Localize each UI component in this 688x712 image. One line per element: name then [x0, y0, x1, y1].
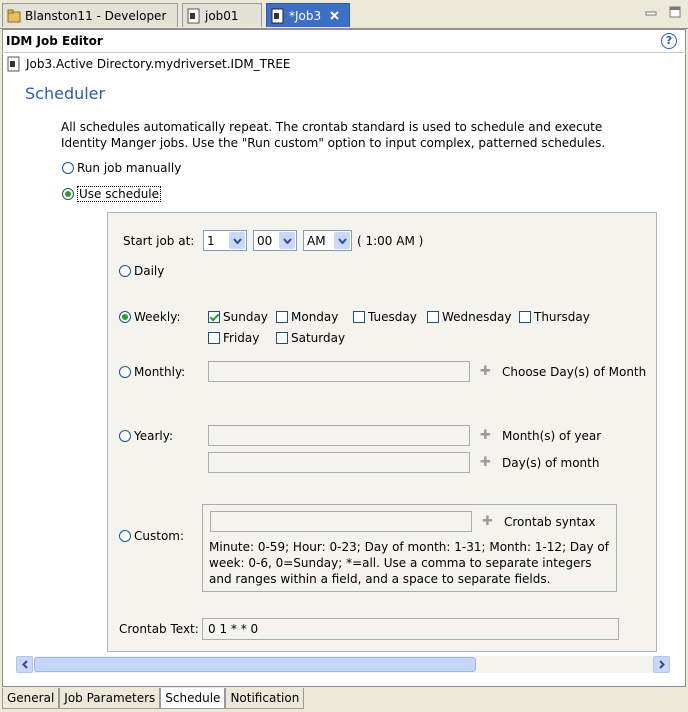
time-display: ( 1:00 AM ) — [357, 234, 424, 248]
yearly-radio[interactable] — [119, 430, 131, 442]
weekly-radio[interactable] — [119, 311, 131, 323]
day-checkbox-monday[interactable] — [276, 310, 338, 324]
monday-checkbox[interactable] — [276, 311, 288, 323]
day-label: Friday — [223, 331, 260, 345]
day-checkbox-thursday[interactable] — [519, 310, 590, 324]
monthly-radio[interactable] — [119, 366, 131, 378]
day-label: Monday — [291, 310, 339, 324]
day-checkbox-sunday[interactable] — [208, 310, 268, 324]
day-label: Sunday — [223, 310, 268, 324]
tab-label: job01 — [205, 8, 239, 23]
editor-page-tabs — [2, 688, 304, 709]
tab-job3[interactable] — [266, 3, 350, 27]
add-icon[interactable]: ✚ — [480, 428, 491, 443]
daily-option[interactable] — [119, 264, 164, 278]
run-job-manually-option[interactable] — [62, 161, 181, 175]
custom-radio[interactable] — [119, 530, 131, 542]
sunday-checkbox[interactable] — [208, 311, 220, 323]
editor-title: IDM Job Editor — [6, 34, 103, 48]
job-document-icon — [7, 56, 21, 72]
daily-label: Daily — [134, 264, 165, 278]
thursday-checkbox[interactable] — [519, 311, 531, 323]
choose-days-of-month-label: Choose Day(s) of Month — [502, 365, 647, 379]
day-checkbox-tuesday[interactable] — [353, 310, 417, 324]
yearly-days-field[interactable] — [208, 452, 470, 473]
daily-radio[interactable] — [119, 265, 131, 277]
day-label: Tuesday — [368, 310, 417, 324]
minute-select[interactable] — [253, 230, 297, 251]
chevron-right-icon — [659, 660, 665, 669]
crontab-syntax-label: Crontab syntax — [504, 515, 596, 529]
tab-notification[interactable]: Notification — [225, 688, 304, 709]
chevron-down-icon[interactable] — [229, 232, 245, 249]
minimize-icon[interactable] — [644, 5, 658, 19]
weekly-option[interactable] — [119, 310, 180, 324]
monthly-label: Monthly: — [134, 365, 186, 379]
start-job-label: Start job at: — [123, 234, 195, 248]
run-job-manually-radio[interactable] — [62, 162, 74, 174]
saturday-checkbox[interactable] — [276, 332, 288, 344]
monthly-days-field[interactable] — [208, 361, 470, 382]
crontab-text-field: 0 1 * * 0 — [202, 618, 619, 640]
custom-option[interactable] — [119, 529, 184, 543]
chevron-down-icon[interactable] — [334, 232, 350, 249]
hour-select[interactable] — [203, 230, 247, 251]
tab-job01[interactable] — [182, 3, 262, 27]
maximize-icon[interactable] — [668, 5, 682, 19]
window-controls — [644, 5, 682, 19]
add-icon[interactable]: ✚ — [480, 455, 491, 470]
use-schedule-radio[interactable] — [62, 188, 74, 200]
monthly-option[interactable] — [119, 365, 185, 379]
scheduler-description: All schedules automatically repeat. The crontab standard is used to schedule and execute Identity Manger jobs. Use the "Run custom" option to input complex, patterned schedules. — [61, 120, 606, 150]
help-icon[interactable]: ? — [661, 33, 677, 49]
scroll-right-button[interactable] — [653, 656, 670, 673]
day-label: Saturday — [291, 331, 346, 345]
scroll-left-button[interactable] — [16, 656, 33, 673]
tab-schedule[interactable]: Schedule — [160, 688, 225, 709]
day-checkbox-friday[interactable] — [208, 331, 259, 345]
use-schedule-option[interactable] — [62, 186, 161, 202]
job-document-icon — [271, 8, 285, 24]
yearly-label: Yearly: — [134, 429, 174, 443]
ampm-value: AM — [307, 233, 326, 248]
use-schedule-label: Use schedule — [79, 187, 160, 201]
job-path — [7, 56, 291, 72]
day-checkbox-wednesday[interactable] — [427, 310, 511, 324]
custom-label: Custom: — [134, 529, 185, 543]
custom-crontab-field[interactable] — [210, 511, 472, 532]
crontab-help-text: Minute: 0-59; Hour: 0-23; Day of month: 1-31; Month: 1-12; Day of week: 0-6, 0=Sunday; *=all. Use a comma to separate integers and ranges within a field, and a space to separate fields. — [209, 540, 610, 586]
tab-general[interactable]: General — [2, 688, 59, 709]
tab-blanston11-developer[interactable] — [2, 3, 178, 27]
day-label: Wednesday — [442, 310, 512, 324]
months-of-year-label: Month(s) of year — [502, 429, 602, 443]
section-title: Scheduler — [25, 84, 106, 103]
ampm-select[interactable] — [303, 230, 352, 251]
minute-value: 00 — [257, 233, 273, 248]
title-divider — [2, 52, 686, 53]
day-checkbox-saturday[interactable] — [276, 331, 345, 345]
tab-label: *Job3 — [289, 8, 322, 23]
chevron-down-icon[interactable] — [279, 232, 295, 249]
job-document-icon — [187, 8, 201, 24]
yearly-months-field[interactable] — [208, 425, 470, 446]
folder-icon — [7, 8, 21, 24]
add-icon[interactable]: ✚ — [482, 514, 493, 529]
scrollbar-thumb[interactable] — [34, 657, 476, 672]
close-icon[interactable] — [329, 10, 340, 21]
yearly-option[interactable] — [119, 429, 173, 443]
editor-tab-bar — [0, 0, 688, 29]
days-of-month-label: Day(s) of month — [502, 456, 600, 470]
hour-value: 1 — [207, 233, 215, 248]
tab-job-parameters[interactable]: Job Parameters — [59, 688, 160, 709]
job-path-label: Job3.Active Directory.mydriverset.IDM_TREE — [26, 57, 291, 71]
tuesday-checkbox[interactable] — [353, 311, 365, 323]
day-label: Thursday — [534, 310, 590, 324]
friday-checkbox[interactable] — [208, 332, 220, 344]
crontab-text-label: Crontab Text: — [119, 622, 199, 636]
horizontal-scrollbar[interactable] — [16, 656, 670, 673]
add-icon[interactable]: ✚ — [480, 364, 491, 379]
wednesday-checkbox[interactable] — [427, 311, 439, 323]
run-job-manually-label: Run job manually — [77, 161, 182, 175]
weekly-label: Weekly: — [134, 310, 181, 324]
tab-label: Blanston11 - Developer — [25, 8, 167, 23]
chevron-left-icon — [22, 660, 28, 669]
